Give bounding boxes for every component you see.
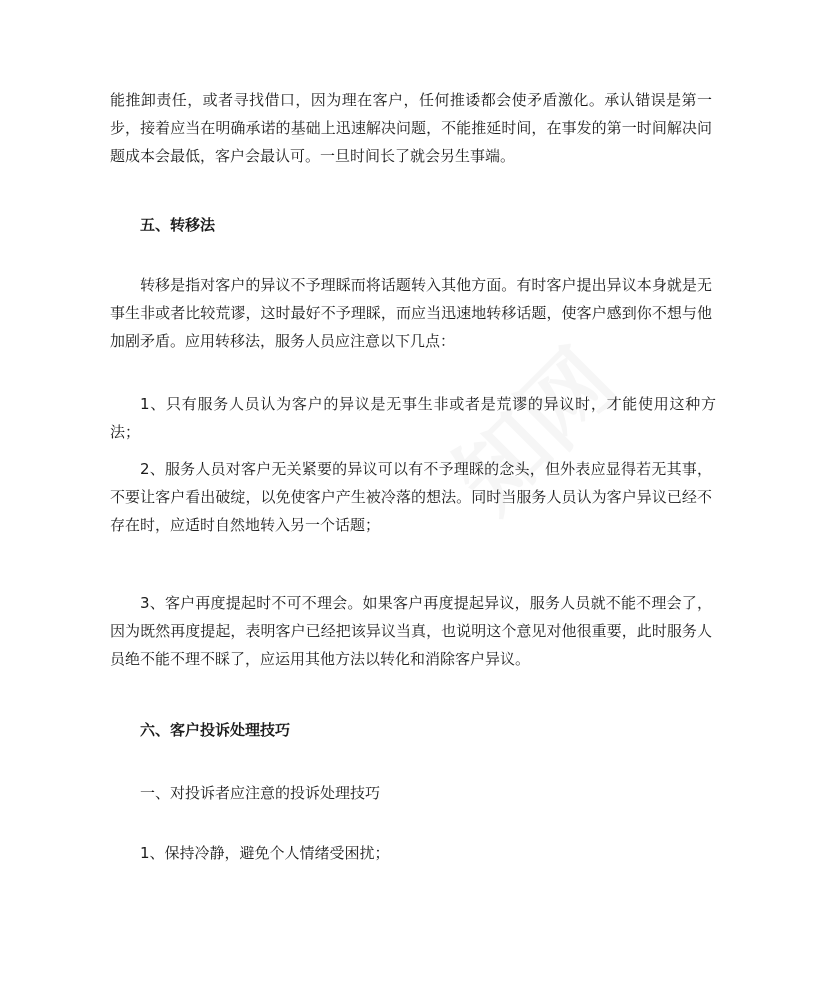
section-heading-5: 五、转移法 [140, 216, 216, 234]
list-item-3: 3、客户再度提起时不可不理会。如果客户再度提起异议，服务人员就不能不理会了，因为既然再度提起，表明客户已经把该异议当真，也说明这个意见对他很重要，此时服务人员绝不能不理不睬了，应运用其他方法以转化和消除客户异议。 [110, 594, 712, 668]
list-item-1: 1、只有服务人员认为客户的异议是无事生非或者是荒谬的异议时，才能使用这种方法； [110, 395, 716, 441]
paragraph-transfer-method: 转移是指对客户的异议不予理睬而将话题转入其他方面。有时客户提出异议本身就是无事生非或者比较荒谬，这时最好不予理睬，而应当迅速地转移话题，使客户感到你不想与他加剧矛盾。应用转移法，服务人员应注意以下几点： [110, 276, 712, 350]
paragraph-continuation: 能推卸责任，或者寻找借口，因为理在客户，任何推诿都会使矛盾激化。承认错误是第一步，接着应当在明确承诺的基础上迅速解决问题，不能推延时间，在事发的第一时间解决问题成本会最低，客户会最认可。一旦时间长了就会另生事端。 [110, 91, 712, 165]
section-heading-6: 六、客户投诉处理技巧 [140, 721, 291, 739]
list-item-2: 2、服务人员对客户无关紧要的异议可以有不予理睬的念头，但外表应显得若无其事，不要让客户看出破绽，以免使客户产生被冷落的想法。同时当服务人员认为客户异议已经不存在时，应适时自然地转入另一个话题； [110, 460, 712, 534]
subheading-1: 一、对投诉者应注意的投诉处理技巧 [140, 784, 381, 802]
list-item-keep-calm: 1、保持冷静，避免个人情绪受困扰； [140, 844, 390, 862]
